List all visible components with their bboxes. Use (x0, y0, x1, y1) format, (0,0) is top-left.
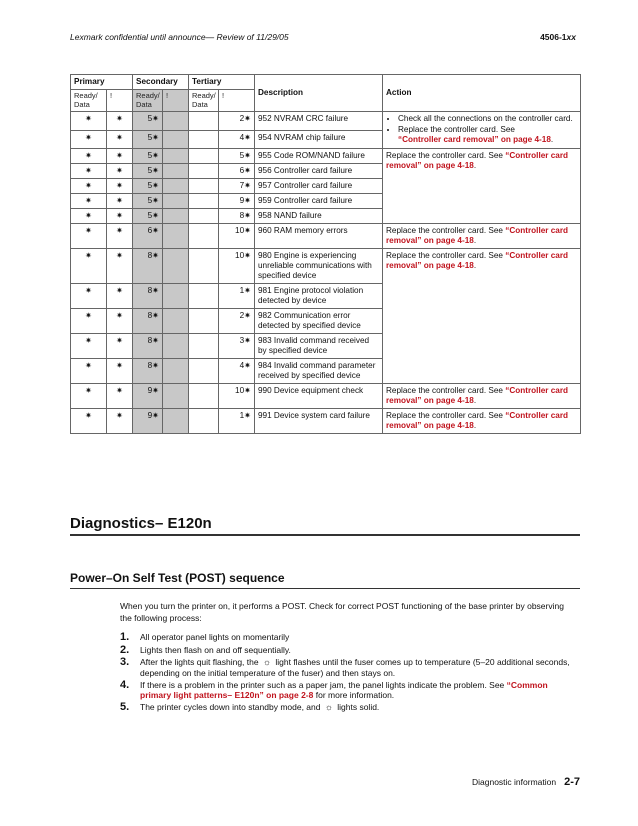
primary-bang-cell: ✷ (107, 224, 133, 249)
primary-bang-cell: ✷ (107, 209, 133, 224)
tertiary-ready-cell (189, 209, 219, 224)
primary-ready-cell: ✷ (71, 179, 107, 194)
section-title: Diagnostics– E120n (70, 515, 212, 532)
secondary-ready-cell: 5✷ (133, 209, 163, 224)
secondary-ready-cell: 9✷ (133, 409, 163, 434)
controller-card-link[interactable]: “Controller card removal” on page 4-18 (386, 411, 569, 430)
tertiary-bang-cell: 1✷ (219, 409, 255, 434)
subheader-tertiary-ready: Ready/ Data (189, 90, 219, 112)
subheader-secondary-ready: Ready/ Data (133, 90, 163, 112)
table-row (71, 112, 581, 131)
primary-bang-cell: ✷ (107, 309, 133, 334)
primary-ready-cell: ✷ (71, 209, 107, 224)
description-cell: 960 RAM memory errors (255, 224, 383, 249)
page-number: 2-7 (564, 776, 580, 788)
primary-ready-cell: ✷ (71, 334, 107, 359)
secondary-ready-cell: 8✷ (133, 334, 163, 359)
primary-ready-cell: ✷ (71, 112, 107, 131)
controller-card-link[interactable]: “Controller card removal” on page 4-18 (386, 386, 569, 405)
description-cell: 991 Device system card failure (255, 409, 383, 434)
table-row (71, 149, 581, 164)
action-cell (383, 112, 581, 149)
secondary-ready-cell: 5✷ (133, 149, 163, 164)
primary-bang-cell: ✷ (107, 249, 133, 284)
tertiary-ready-cell (189, 249, 219, 284)
header-tertiary: Tertiary (189, 75, 255, 90)
secondary-bang-cell (163, 284, 189, 309)
error-code-table (70, 74, 581, 434)
secondary-bang-cell (163, 384, 189, 409)
primary-bang-cell: ✷ (107, 179, 133, 194)
light-patterns-link[interactable]: “Common primary light patterns– E120n” on page 2-8 (140, 679, 548, 700)
subsection-rule (70, 588, 580, 589)
action-bullet: • Replace the controller card. See “Controller card removal” on page 4-18. (398, 125, 577, 145)
controller-card-link[interactable]: “Controller card removal” on page 4-18 (386, 251, 569, 270)
tertiary-ready-cell (189, 130, 219, 149)
primary-ready-cell: ✷ (71, 384, 107, 409)
primary-ready-cell: ✷ (71, 284, 107, 309)
subheader-primary-bang: ! (107, 90, 133, 112)
tertiary-bang-cell: 10✷ (219, 384, 255, 409)
table-row (71, 224, 581, 249)
description-cell: 990 Device equipment check (255, 384, 383, 409)
header-secondary: Secondary (133, 75, 189, 90)
section-rule (70, 534, 580, 536)
page-header (70, 32, 576, 42)
secondary-bang-cell (163, 209, 189, 224)
primary-bang-cell: ✷ (107, 409, 133, 434)
tertiary-bang-cell: 4✷ (219, 359, 255, 384)
header-doc-number: 4506-1xx (540, 32, 576, 42)
description-cell: 952 NVRAM CRC failure (255, 112, 383, 131)
page-footer (472, 776, 580, 788)
secondary-bang-cell (163, 112, 189, 131)
step-item: 3. After the lights quit flashing, the ☼ light flashes until the fuser comes up to temperature (5–20 additional seconds, depending on the initial temperature of the fuser) and then stays on. (120, 656, 570, 678)
secondary-ready-cell: 8✷ (133, 284, 163, 309)
header-action: Action (383, 75, 581, 112)
step-item: 4. If there is a problem in the printer such as a paper jam, the panel lights indicate the problem. See “Common primary light patterns– E120n” on page 2-8 for more information. (120, 678, 548, 700)
step-item: 2. Lights then flash on and off sequentially. (120, 643, 291, 656)
primary-bang-cell: ✷ (107, 149, 133, 164)
primary-ready-cell: ✷ (71, 409, 107, 434)
tertiary-ready-cell (189, 409, 219, 434)
description-cell: 955 Code ROM/NAND failure (255, 149, 383, 164)
tertiary-ready-cell (189, 224, 219, 249)
secondary-ready-cell: 5✷ (133, 112, 163, 131)
description-cell: 981 Engine protocol violation detected by device (255, 284, 383, 309)
tertiary-bang-cell: 2✷ (219, 309, 255, 334)
table-row (71, 249, 581, 284)
primary-bang-cell: ✷ (107, 112, 133, 131)
tertiary-ready-cell (189, 384, 219, 409)
secondary-ready-cell: 8✷ (133, 249, 163, 284)
secondary-ready-cell: 5✷ (133, 179, 163, 194)
controller-card-link[interactable]: “Controller card removal” on page 4-18 (398, 135, 551, 144)
secondary-bang-cell (163, 249, 189, 284)
tertiary-ready-cell (189, 179, 219, 194)
primary-ready-cell: ✷ (71, 249, 107, 284)
header-primary: Primary (71, 75, 133, 90)
intro-paragraph: When you turn the printer on, it performs a POST. Check for correct POST functioning of the base printer by observing the following process: (120, 601, 564, 623)
secondary-ready-cell: 5✷ (133, 164, 163, 179)
primary-bang-cell: ✷ (107, 334, 133, 359)
tertiary-ready-cell (189, 164, 219, 179)
subheader-tertiary-bang: ! (219, 90, 255, 112)
primary-bang-cell: ✷ (107, 164, 133, 179)
primary-ready-cell: ✷ (71, 149, 107, 164)
tertiary-bang-cell: 9✷ (219, 194, 255, 209)
tertiary-bang-cell: 10✷ (219, 249, 255, 284)
controller-card-link[interactable]: “Controller card removal” on page 4-18 (386, 226, 569, 245)
post-steps-list (120, 632, 578, 715)
action-cell: Replace the controller card. See “Controller card removal” on page 4-18. (383, 249, 581, 384)
step-item: 5. The printer cycles down into standby mode, and ☼ lights solid. (120, 701, 380, 713)
tertiary-ready-cell (189, 194, 219, 209)
subsection-title: Power–On Self Test (POST) sequence (70, 571, 285, 585)
tertiary-bang-cell: 10✷ (219, 224, 255, 249)
tertiary-ready-cell (189, 309, 219, 334)
primary-bang-cell: ✷ (107, 359, 133, 384)
secondary-bang-cell (163, 334, 189, 359)
secondary-ready-cell: 8✷ (133, 359, 163, 384)
light-icon: ☼ (324, 702, 333, 712)
step-item: 1. All operator panel lights on momentarily (120, 631, 290, 643)
primary-ready-cell: ✷ (71, 359, 107, 384)
description-cell: 982 Communication error detected by specified device (255, 309, 383, 334)
primary-bang-cell: ✷ (107, 130, 133, 149)
table-row (71, 409, 581, 434)
description-cell: 984 Invalid command parameter received by specified device (255, 359, 383, 384)
light-icon: ☼ (262, 657, 272, 667)
action-cell: Replace the controller card. See “Controller card removal” on page 4-18. (383, 409, 581, 434)
tertiary-bang-cell: 4✷ (219, 130, 255, 149)
action-bullet: • Check all the connections on the controller card. (398, 114, 577, 124)
tertiary-ready-cell (189, 284, 219, 309)
secondary-ready-cell: 5✷ (133, 130, 163, 149)
footer-label: Diagnostic information (471, 777, 557, 787)
primary-ready-cell: ✷ (71, 224, 107, 249)
header-description: Description (255, 75, 383, 112)
header-confidential: Lexmark confidential until announce— Review of 11/29/05 (70, 32, 289, 42)
description-cell: 954 NVRAM chip failure (255, 130, 383, 149)
secondary-bang-cell (163, 309, 189, 334)
secondary-ready-cell: 9✷ (133, 384, 163, 409)
secondary-bang-cell (163, 224, 189, 249)
secondary-bang-cell (163, 130, 189, 149)
primary-bang-cell: ✷ (107, 384, 133, 409)
tertiary-bang-cell: 3✷ (219, 334, 255, 359)
secondary-bang-cell (163, 164, 189, 179)
controller-card-link[interactable]: “Controller card removal” on page 4-18 (386, 151, 569, 170)
primary-ready-cell: ✷ (71, 130, 107, 149)
tertiary-bang-cell: 2✷ (219, 112, 255, 131)
tertiary-bang-cell: 7✷ (219, 179, 255, 194)
primary-ready-cell: ✷ (71, 194, 107, 209)
secondary-bang-cell (163, 149, 189, 164)
secondary-ready-cell: 6✷ (133, 224, 163, 249)
tertiary-bang-cell: 5✷ (219, 149, 255, 164)
description-cell: 959 Controller card failure (255, 194, 383, 209)
description-cell: 958 NAND failure (255, 209, 383, 224)
description-cell: 956 Controller card failure (255, 164, 383, 179)
secondary-bang-cell (163, 194, 189, 209)
tertiary-ready-cell (189, 334, 219, 359)
primary-ready-cell: ✷ (71, 309, 107, 334)
tertiary-ready-cell (189, 359, 219, 384)
tertiary-bang-cell: 8✷ (219, 209, 255, 224)
action-cell: Replace the controller card. See “Controller card removal” on page 4-18. (383, 384, 581, 409)
action-cell: Replace the controller card. See “Controller card removal” on page 4-18. (383, 149, 581, 224)
description-cell: 980 Engine is experiencing unreliable communications with specified device (255, 249, 383, 284)
tertiary-bang-cell: 6✷ (219, 164, 255, 179)
tertiary-ready-cell (189, 112, 219, 131)
tertiary-bang-cell: 1✷ (219, 284, 255, 309)
description-cell: 983 Invalid command received by specified device (255, 334, 383, 359)
subheader-secondary-bang: ! (163, 90, 189, 112)
secondary-bang-cell (163, 179, 189, 194)
secondary-ready-cell: 8✷ (133, 309, 163, 334)
subheader-primary-ready: Ready/ Data (71, 90, 107, 112)
description-cell: 957 Controller card failure (255, 179, 383, 194)
table-row (71, 384, 581, 409)
primary-bang-cell: ✷ (107, 284, 133, 309)
secondary-ready-cell: 5✷ (133, 194, 163, 209)
secondary-bang-cell (163, 359, 189, 384)
tertiary-ready-cell (189, 149, 219, 164)
primary-bang-cell: ✷ (107, 194, 133, 209)
secondary-bang-cell (163, 409, 189, 434)
primary-ready-cell: ✷ (71, 164, 107, 179)
action-cell: Replace the controller card. See “Controller card removal” on page 4-18. (383, 224, 581, 249)
